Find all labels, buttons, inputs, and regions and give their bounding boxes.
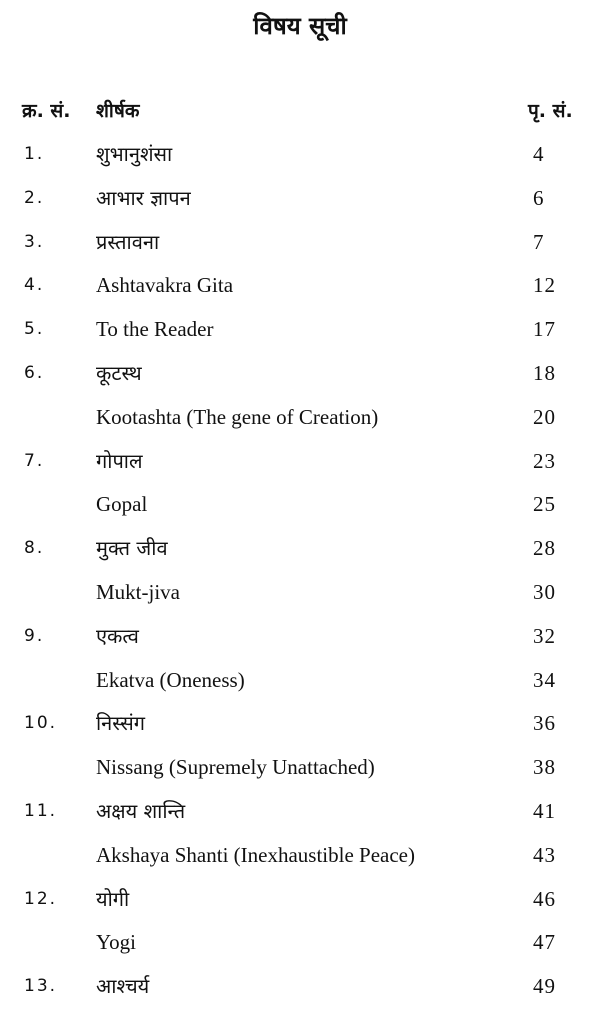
entry-page-number: 32: [533, 623, 556, 648]
entry-title: Akshaya Shanti (Inexhaustible Peace): [96, 842, 415, 867]
toc-entry: [0, 703, 600, 747]
entry-page-number: 7: [533, 229, 545, 254]
entry-number: 1.: [24, 144, 45, 164]
entry-page-number: 18: [533, 360, 556, 385]
toc-entry: [0, 747, 600, 791]
entry-title: Nissang (Supremely Unattached): [96, 755, 375, 780]
entry-title: शुभानुशंसा: [96, 142, 173, 166]
entry-number: 12.: [24, 888, 58, 909]
entry-title: गोपाल: [96, 448, 143, 473]
entry-page-number: 46: [533, 886, 556, 911]
toc-entry: [0, 222, 600, 266]
toc-entry: [0, 879, 600, 923]
entry-title: Gopal: [96, 492, 148, 517]
toc-entry: [0, 397, 600, 441]
number-column-header: क्र. सं.: [22, 100, 71, 122]
entry-page-number: 43: [533, 842, 556, 867]
entry-number: 7.: [24, 450, 45, 471]
entry-title: कूटस्थ: [96, 360, 142, 385]
entry-title: एकत्व: [96, 623, 139, 648]
entry-page-number: 6: [533, 185, 545, 210]
entry-number: 2.: [24, 187, 45, 208]
entry-page-number: 49: [533, 974, 556, 999]
entry-title: Kootashta (The gene of Creation): [96, 404, 379, 429]
toc-entry: [0, 353, 600, 397]
entry-title: योगी: [96, 886, 130, 911]
entry-title: निस्संग: [96, 711, 146, 736]
entry-page-number: 20: [533, 404, 556, 429]
entry-page-number: 47: [533, 930, 556, 955]
toc-entry: [0, 309, 600, 353]
entry-title: अक्षय शान्ति: [96, 798, 186, 823]
toc-list: [0, 134, 600, 1010]
entry-number: 6.: [24, 362, 45, 383]
entry-title: मुक्त जीव: [96, 536, 168, 561]
toc-entry: [0, 265, 600, 309]
toc-entry: [0, 791, 600, 835]
entry-page-number: 36: [533, 711, 556, 736]
entry-title: आभार ज्ञापन: [96, 185, 191, 210]
entry-title: Mukt-jiva: [96, 579, 180, 604]
toc-entry: [0, 484, 600, 528]
toc-header-row: [0, 96, 600, 126]
entry-title: प्रस्तावना: [96, 229, 160, 254]
entry-page-number: 17: [533, 317, 556, 342]
entry-page-number: 41: [533, 798, 556, 823]
entry-page-number: 12: [533, 273, 556, 298]
entry-number: 3.: [24, 231, 45, 252]
toc-entry: [0, 441, 600, 485]
entry-page-number: 4: [533, 142, 545, 166]
entry-title: आश्चर्य: [96, 974, 150, 999]
toc-entry: [0, 528, 600, 572]
entry-title: Yogi: [96, 930, 136, 955]
entry-page-number: 23: [533, 448, 556, 473]
toc-entry: [0, 178, 600, 222]
entry-page-number: 38: [533, 755, 556, 780]
toc-entry: [0, 966, 600, 1010]
entry-number: 11.: [24, 800, 58, 821]
entry-page-number: 30: [533, 579, 556, 604]
entry-number: 9.: [24, 625, 45, 646]
entry-title: Ashtavakra Gita: [96, 273, 234, 298]
entry-page-number: 28: [533, 536, 556, 561]
entry-title: Ekatva (Oneness): [96, 667, 245, 692]
toc-entry: [0, 616, 600, 660]
entry-number: 8.: [24, 538, 45, 559]
entry-number: 10.: [24, 713, 58, 734]
entry-number: 4.: [24, 275, 45, 296]
entry-page-number: 25: [533, 492, 556, 517]
page-column-header: पृ. सं.: [528, 100, 573, 122]
toc-entry: [0, 572, 600, 616]
entry-number: 13.: [24, 976, 58, 997]
entry-page-number: 34: [533, 667, 556, 692]
page-title: विषय सूची: [253, 12, 347, 40]
entry-number: 5.: [24, 319, 45, 340]
toc-entry: [0, 660, 600, 704]
toc-entry: [0, 835, 600, 879]
title-column-header: शीर्षक: [96, 100, 140, 122]
toc-entry: [0, 134, 600, 178]
toc-entry: [0, 922, 600, 966]
entry-title: To the Reader: [96, 317, 214, 342]
